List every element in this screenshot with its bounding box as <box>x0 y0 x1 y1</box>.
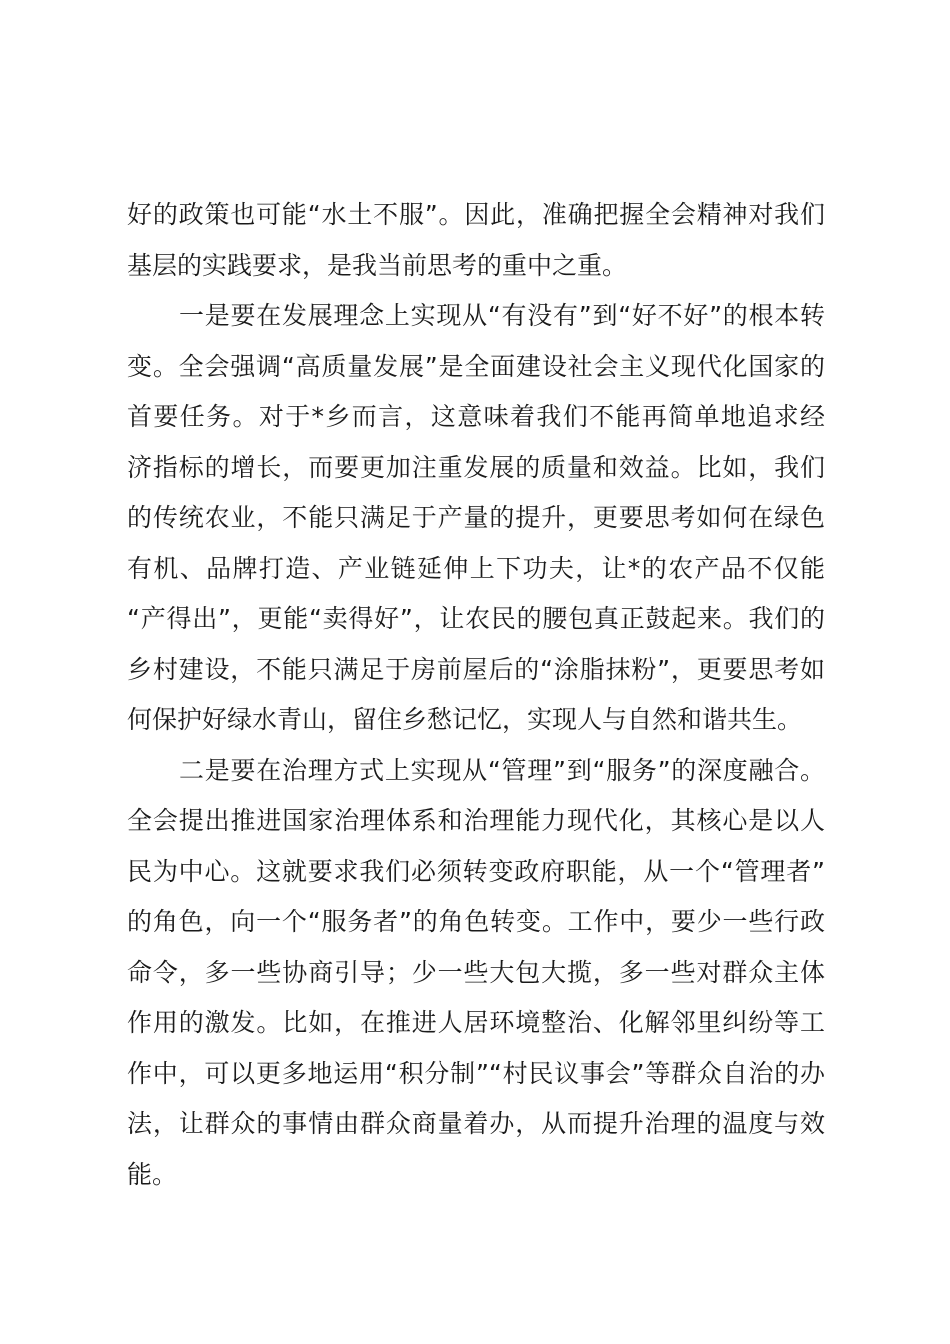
document-body <box>127 190 825 1200</box>
text-line: 作用的激发。比如，在推进人居环境整治、化解邻里纠纷等工 <box>127 1008 825 1037</box>
text-line: 变。全会强调“高质量发展”是全面建设社会主义现代化国家的 <box>127 351 825 381</box>
text-line: 乡村建设，不能只满足于房前屋后的“涂脂抹粉”，更要思考如 <box>127 654 825 684</box>
text-line: 何保护好绿水青山，留住乡愁记忆，实现人与自然和谐共生。 <box>127 705 803 734</box>
paragraph-continuation <box>127 190 825 291</box>
text-line: 首要任务。对于*乡而言，这意味着我们不能再简单地追求经 <box>127 402 825 431</box>
text-line: 民为中心。这就要求我们必须转变政府职能，从一个“管理者” <box>127 856 825 886</box>
text-line: 能。 <box>127 1159 178 1189</box>
text-line: 好的政策也可能“水土不服”。因此，准确把握全会精神对我们 <box>127 200 825 229</box>
text-line: 济指标的增长，而要更加注重发展的质量和效益。比如，我们 <box>127 452 825 482</box>
text-line: 基层的实践要求，是我当前思考的重中之重。 <box>127 250 628 280</box>
text-line: 有机、品牌打造、产业链延伸上下功夫，让*的农产品不仅能 <box>127 553 825 583</box>
text-line: 一是要在发展理念上实现从“有没有”到“好不好”的根本转 <box>179 301 825 330</box>
text-line: 全会提出推进国家治理体系和治理能力现代化，其核心是以人 <box>127 806 825 835</box>
text-line: 命令，多一些协商引导；少一些大包大揽，多一些对群众主体 <box>127 957 825 987</box>
text-line: 作中，可以更多地运用“积分制”“村民议事会”等群众自治的办 <box>127 1058 825 1088</box>
paragraph-development-concept <box>127 291 825 746</box>
paragraph-governance-approach <box>127 746 825 1201</box>
text-line: 法，让群众的事情由群众商量着办，从而提升治理的温度与效 <box>127 1109 825 1138</box>
text-line: 的角色，向一个“服务者”的角色转变。工作中，要少一些行政 <box>127 907 825 936</box>
text-line: “产得出”，更能“卖得好”，让农民的腰包真正鼓起来。我们的 <box>127 604 825 633</box>
text-line: 二是要在治理方式上实现从“管理”到“服务”的深度融合。 <box>179 755 825 785</box>
text-line: 的传统农业，不能只满足于产量的提升，更要思考如何在绿色 <box>127 503 825 532</box>
